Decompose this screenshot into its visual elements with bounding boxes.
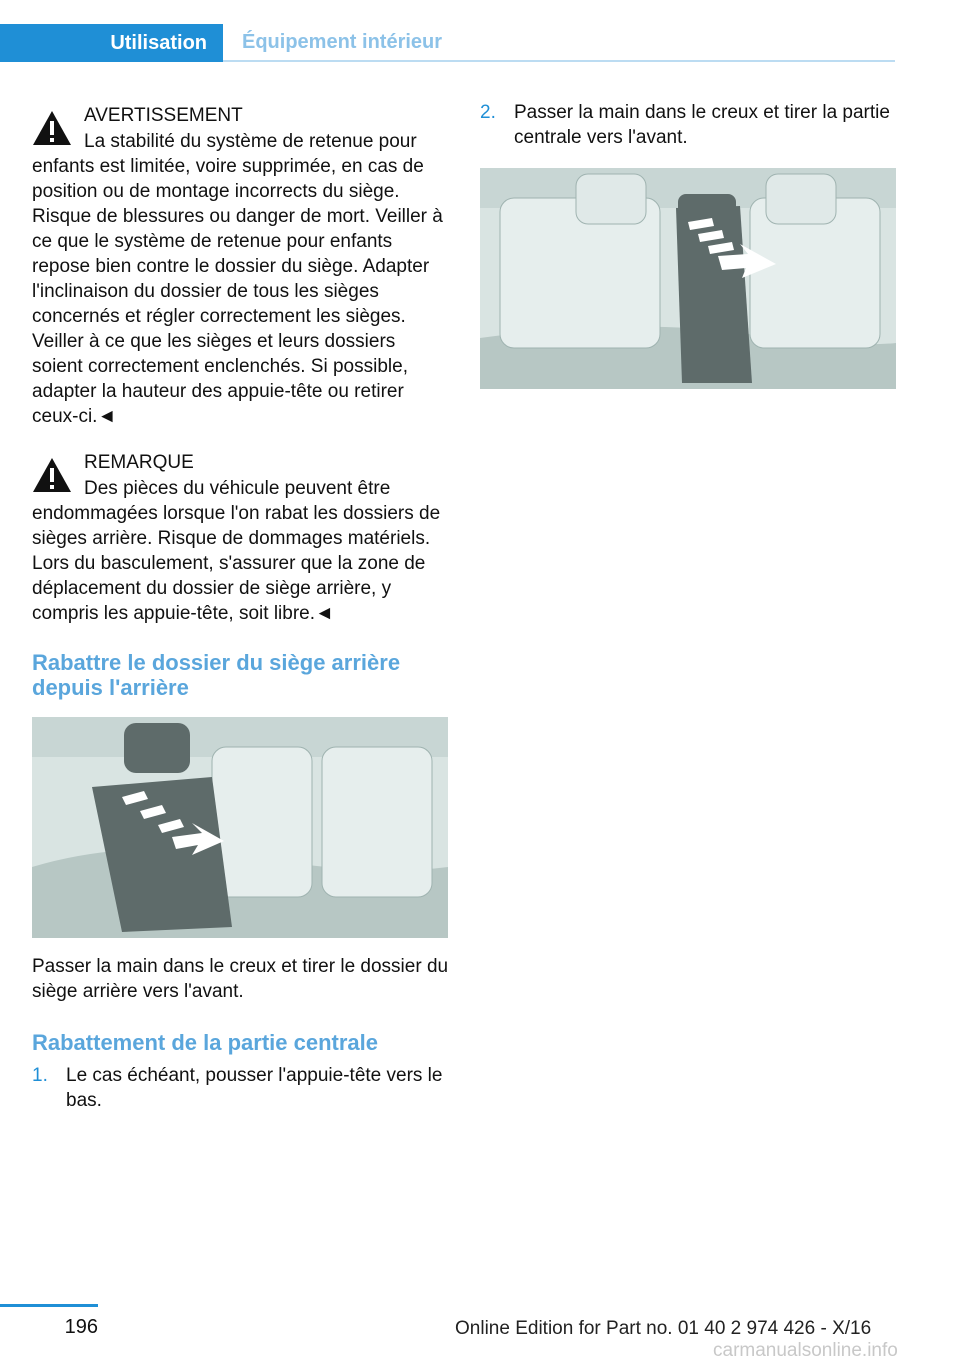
step-number: 2. <box>480 102 496 123</box>
rear-seat-backrest-illustration <box>32 717 448 938</box>
left-column <box>32 100 450 1113</box>
note-title: REMARQUE <box>84 452 194 473</box>
right-column <box>480 100 896 389</box>
watermark: carmanualsonline.info <box>713 1340 898 1361</box>
center-part-steps-continued <box>480 100 896 150</box>
center-part-steps <box>32 1063 450 1113</box>
page-header <box>0 0 895 64</box>
fold-from-rear-caption: Passer la main dans le creux et tirer le dossier du siège arrière vers l'avant. <box>32 956 449 1002</box>
page-number: 196 <box>64 1316 98 1338</box>
center-armrest-illustration <box>480 168 896 389</box>
step-number: 1. <box>32 1065 48 1086</box>
warning-triangle-icon <box>32 110 72 146</box>
footer-divider <box>0 1304 98 1307</box>
warning-triangle-icon <box>32 457 72 493</box>
edition-info: Online Edition for Part no. 01 40 2 974 426 - X/16 <box>455 1318 872 1339</box>
section-heading-center-part: Rabattement de la partie centrale <box>32 1030 379 1055</box>
header-divider <box>223 60 895 62</box>
section-heading-fold-from-rear: Rabattre le dossier du siège arrière depuis l'arrière <box>32 650 401 700</box>
warning-body: La stabilité du système de retenue pour enfants est limitée, voire supprimée, en cas de position ou de montage incorrects du siège. Risque de blessures ou danger de mort. Veiller à ce que le système de retenue pour enfants repose bien contre le dossier du siège. Adapter l'inclinaison du dossier de tous les sièges concernés et régler correctement les sièges. Veiller à ce que les sièges et leurs dossiers soient correctement enclenchés. Si possible, adapter la hauteur des appuie-tête ou retirer ceux-ci.◄ <box>32 131 443 427</box>
note-notice <box>32 447 450 626</box>
list-item <box>480 100 896 150</box>
step-text: Le cas échéant, pousser l'appuie-tête vers le bas. <box>66 1065 443 1111</box>
step-text: Passer la main dans le creux et tirer la partie centrale vers l'avant. <box>514 102 890 148</box>
tab-utilisation[interactable]: Utilisation <box>0 24 223 62</box>
note-body: Des pièces du véhicule peuvent être endommagées lorsque l'on rabat les dossiers de sièges arrière. Risque de dommages matériels. Lors du basculement, s'assurer que la zone de déplacement du dossier de siège arrière, y compris les appuie-tête, soit libre.◄ <box>32 478 441 624</box>
list-item <box>32 1063 450 1113</box>
warning-notice <box>32 100 450 429</box>
warning-title: AVERTISSEMENT <box>84 105 243 126</box>
tab-equipement-interieur[interactable]: Équipement intérieur <box>242 30 443 53</box>
